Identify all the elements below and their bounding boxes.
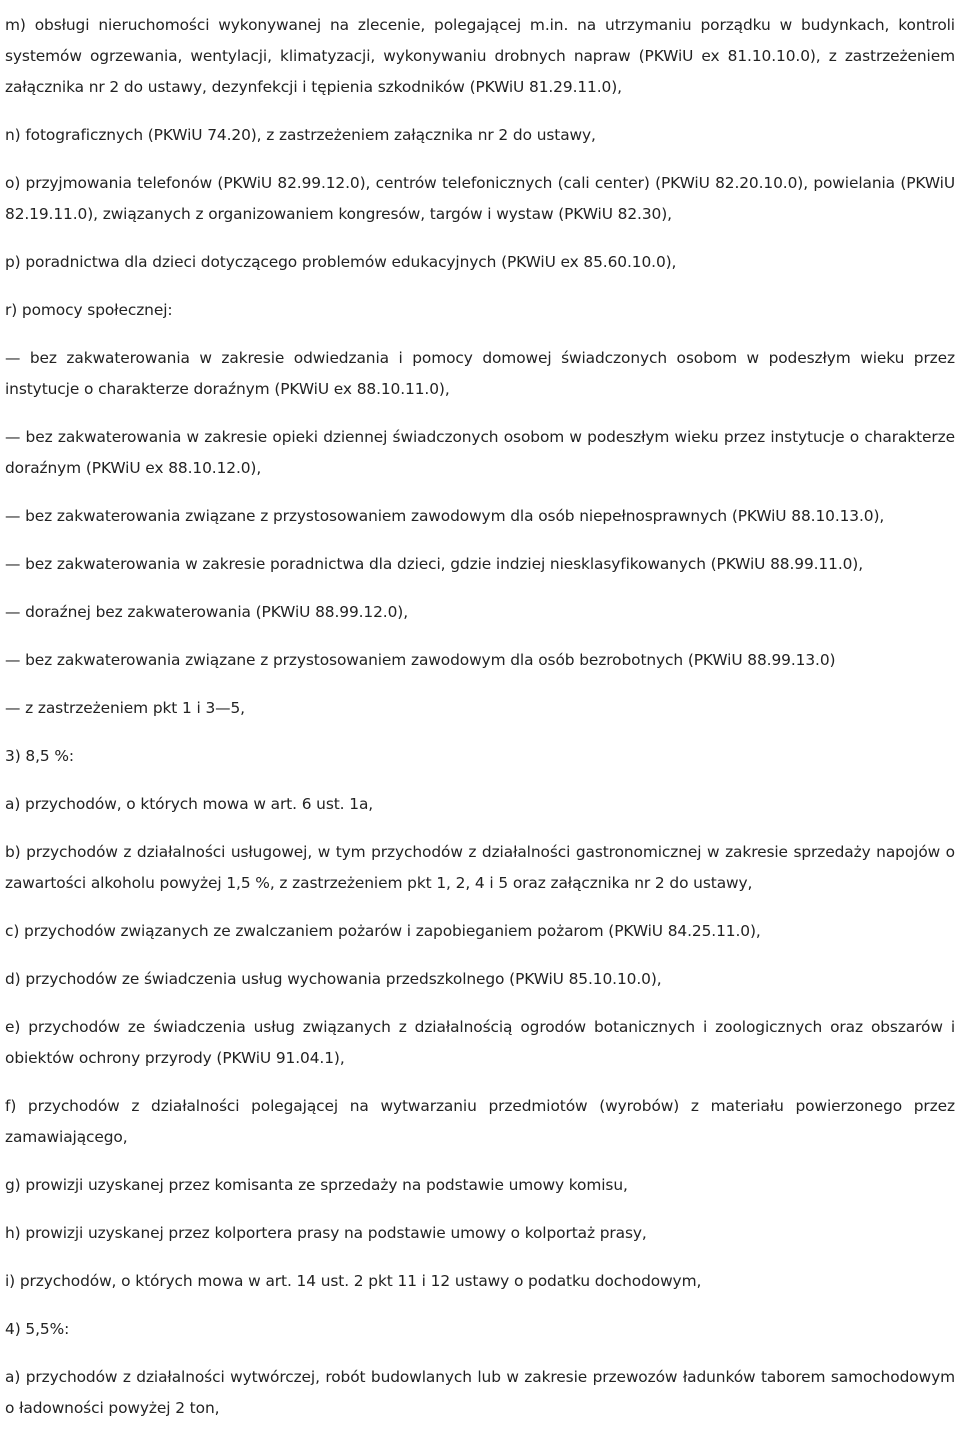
paragraph-4a: a) przychodów z działalności wytwórczej, robót budowlanych lub w zakresie przewozów ładunków taborem samochodowym o ładowności powyżej 2 ton, [5, 1368, 955, 1417]
paragraph-3i: i) przychodów, o których mowa w art. 14 ust. 2 pkt 11 i 12 ustawy o podatku dochodowym, [5, 1272, 702, 1290]
paragraph-m: m) obsługi nieruchomości wykonywanej na zlecenie, polegającej m.in. na utrzymaniu porządku w budynkach, kontroli systemów ogrzewania, wentylacji, klimatyzacji, wykonywaniu drobnych napraw (PKWiU ex 81.10.10.0), z zastrzeżeniem załącznika nr 2 do ustawy, dezynfekcji i tępienia szkodników (PKWiU 81.29.11.0), [5, 16, 955, 96]
paragraph-o: o) przyjmowania telefonów (PKWiU 82.99.12.0), centrów telefonicznych (cali center) (PKWiU 82.20.10.0), powielania (PKWiU 82.19.11.0), związanych z organizowaniem kongresów, targów i wystaw (PKWiU 82.30), [5, 174, 955, 223]
paragraph-3f: f) przychodów z działalności polegającej na wytwarzaniu przedmiotów (wyrobów) z materiału powierzonego przez zamawiającego, [5, 1097, 955, 1146]
paragraph-r-item-5: — doraźnej bez zakwaterowania (PKWiU 88.99.12.0), [5, 603, 408, 621]
paragraph-r-item-1: — bez zakwaterowania w zakresie odwiedzania i pomocy domowej świadczonych osobom w podeszłym wieku przez instytucje o charakterze doraźnym (PKWiU ex 88.10.11.0), [5, 349, 955, 398]
paragraph-n: n) fotograficznych (PKWiU 74.20), z zastrzeżeniem załącznika nr 2 do ustawy, [5, 126, 596, 144]
paragraph-3c: c) przychodów związanych ze zwalczaniem pożarów i zapobieganiem pożarom (PKWiU 84.25.11.0), [5, 922, 761, 940]
paragraph-3b: b) przychodów z działalności usługowej, w tym przychodów z działalności gastronomicznej w zakresie sprzedaży napojów o zawartości alkoholu powyżej 1,5 %, z zastrzeżeniem pkt 1, 2, 4 i 5 oraz załącznika nr 2 do ustawy, [5, 843, 955, 892]
paragraph-3g: g) prowizji uzyskanej przez komisanta ze sprzedaży na podstawie umowy komisu, [5, 1176, 628, 1194]
paragraph-3d: d) przychodów ze świadczenia usług wychowania przedszkolnego (PKWiU 85.10.10.0), [5, 970, 662, 988]
paragraph-r: r) pomocy społecznej: [5, 301, 173, 319]
paragraph-r-item-4: — bez zakwaterowania w zakresie poradnictwa dla dzieci, gdzie indziej niesklasyfikowanych (PKWiU 88.99.11.0), [5, 555, 864, 573]
paragraph-3-heading: 3) 8,5 %: [5, 747, 74, 765]
paragraph-3h: h) prowizji uzyskanej przez kolportera prasy na podstawie umowy o kolportaż prasy, [5, 1224, 647, 1242]
paragraph-p: p) poradnictwa dla dzieci dotyczącego problemów edukacyjnych (PKWiU ex 85.60.10.0), [5, 253, 677, 271]
paragraph-r-item-6: — bez zakwaterowania związane z przystosowaniem zawodowym dla osób bezrobotnych (PKWiU 88.99.13.0) [5, 651, 836, 669]
paragraph-r-note: — z zastrzeżeniem pkt 1 i 3—5, [5, 699, 245, 717]
paragraph-r-item-2: — bez zakwaterowania w zakresie opieki dziennej świadczonych osobom w podeszłym wieku przez instytucje o charakterze doraźnym (PKWiU ex 88.10.12.0), [5, 428, 955, 477]
paragraph-3a: a) przychodów, o których mowa w art. 6 ust. 1a, [5, 795, 374, 813]
paragraph-3e: e) przychodów ze świadczenia usług związanych z działalnością ogrodów botanicznych i zoologicznych oraz obszarów i obiektów ochrony przyrody (PKWiU 91.04.1), [5, 1018, 955, 1067]
paragraph-4-heading: 4) 5,5%: [5, 1320, 70, 1338]
paragraph-r-item-3: — bez zakwaterowania związane z przystosowaniem zawodowym dla osób niepełnosprawnych (PKWiU 88.10.13.0), [5, 507, 885, 525]
